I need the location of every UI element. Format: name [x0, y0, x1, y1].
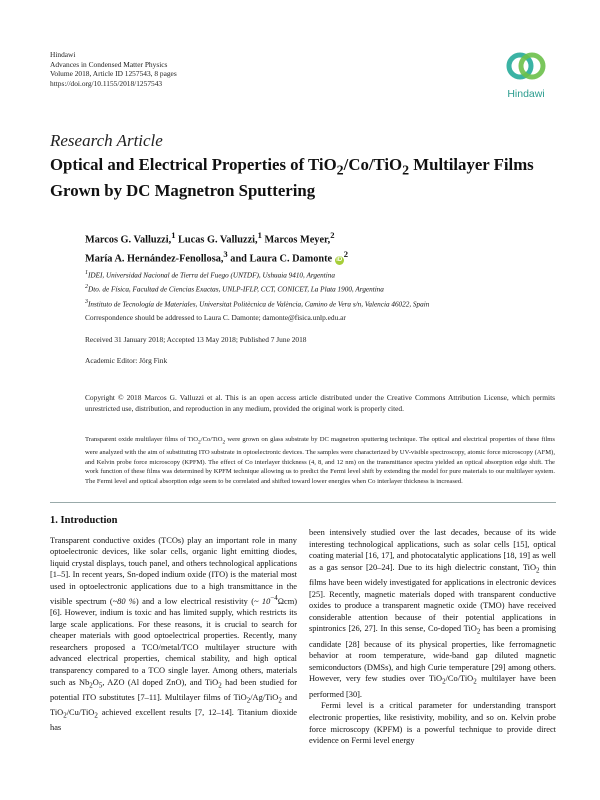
body-paragraph: Fermi level is a critical parameter for understanding transport electronic properties, like resistivity, mobility, and so on. Kelvin probe force microscopy (KPFM) is a powerful technique to provide direct evidence on Fermi level energy: [309, 701, 556, 746]
author-list: Marcos G. Valluzzi,$^1$ Lucas G. Valluzzi,$^1$ Marcos Meyer,$^2$ María A. Hernández-Fenollosa,$^3$ and Laura C. Damonte $iD^2$: [85, 230, 349, 265]
affiliations: [85, 267, 555, 310]
publication-dates: Received 31 January 2018; Accepted 13 May 2018; Published 7 June 2018: [85, 335, 307, 344]
copyright-notice: Copyright © 2018 Marcos G. Valluzzi et al. This is an open access article distributed under the Creative Commons Attribution License, which permits unrestricted use, distribution, and reproduction in any medium, provided the original work is properly cited.: [85, 393, 555, 413]
author-name[interactable]: and Laura C. Damonte: [227, 253, 333, 265]
section-divider: [50, 502, 556, 503]
author-name[interactable]: Marcos Meyer,: [261, 234, 331, 246]
logo-text: Hindawi: [507, 88, 545, 100]
author-name[interactable]: María A. Hernández-Fenollosa,: [85, 253, 224, 265]
hindawi-rings-logo-icon: [503, 46, 549, 86]
abstract: Transparent oxide multilayer films of TiO$_2$/Co/TiO$_2$ were grown on glass substrate by DC magnetron sputtering technique. The optical and electrical properties of these films were analyzed with the aim of substituting ITO substrate in optoelectronic devices. The samples were characterized by UV-visible spectroscopy, atomic force microscopy (AFM), and Kelvin probe force microscopy (KPFM). The effect of Co interlayer thickness (4, 8, and 12 nm) on the transmittance spectra yielded an optical absorption edge shift. The work function of these films was determined by KPFM technique allowing us to predict the Fermi level shift by extending the model for pure materials to our multilayer system. The Fermi level and optical absorption edge seem to be correlated and shifted toward lower energies when Co interlayer thickness is increased.: [85, 436, 555, 486]
orcid-icon[interactable]: iD: [336, 256, 343, 263]
article-title: Optical and Electrical Properties of TiO$_2$/Co/TiO$_2$ Multilayer Films Grown by DC Magnetron Sputtering: [50, 155, 534, 201]
journal-name: Advances in Condensed Matter Physics: [50, 59, 168, 69]
academic-editor: Academic Editor: Jörg Fink: [85, 356, 168, 365]
affiliation-item: $^3$Instituto de Tecnología de Materiales, Universitat Politècnica de València, Camino de Vera s/n, Valencia 46022, Spain: [85, 298, 430, 309]
article-type: Research Article: [50, 131, 163, 150]
body-paragraph: Transparent conductive oxides (TCOs) play an important role in many optoelectronic devices, like solar cells, organic light emitting diodes, liquid crystal displays, touch panel, and others technological applications [1–5]. In recent years, Sn-doped indium oxide (ITO) is the material most used in optoelectronic applications due to a high transmittance in the visible spectrum (~80 %) and a low electrical resistivity (~ $10^{-4}\Omega cm$) [6]. However, indium is toxic and has limited supply, which restricts its large scale applications. For these reasons, it is crucial to search for cheaper materials with good optoelectrical properties. Recently, many researchers proposed a TCO/metal/TCO multilayer structure with advanced electrical properties, chemical stability, and high optical transparency compared to a TCO single layer. Among others, materials such as $Nb_2O_5$, AZO (Al doped ZnO), and TiO$_2$ had been studied for potential ITO substitutes [7–11]. Multilayer films of TiO$_2$/Ag/TiO$_2$ and TiO$_2$/Cu/TiO$_2$ achieved excellent results [7, 12–14]. Titanium dioxide has: [50, 535, 298, 733]
correspondence: Correspondence should be addressed to Laura C. Damonte; damonte@fisica.unlp.edu.ar: [85, 313, 346, 322]
affiliation-item: $^2$Dto. de Física, Facultad de Ciencias Exactas, UNLP-IFLP, CCT, CONICET, La Plata 1900, Argentina: [85, 284, 384, 294]
affiliation-item: $^1$IDEI, Universidad Nacional de Tierra del Fuego (UNTDF), Ushuaia 9410, Argentina: [85, 270, 335, 280]
body-column-left: [50, 515, 297, 734]
journal-publisher: Hindawi: [50, 50, 76, 59]
publisher-logo[interactable]: [496, 46, 556, 110]
author-name[interactable]: Lucas G. Valluzzi,: [175, 234, 258, 246]
author-name[interactable]: Marcos G. Valluzzi,: [85, 234, 172, 246]
journal-doi[interactable]: https://doi.org/10.1155/2018/1257543: [50, 78, 163, 88]
journal-volume: Volume 2018, Article ID 1257543, 8 pages: [50, 69, 177, 79]
body-column-right: [309, 527, 556, 747]
body-paragraph: been intensively studied over the last decades, because of its wide interesting technological applications, such as solar cells [15], optical coating material [16, 17], and photocatalytic applications [18, 19] as well as a gas sensor [20–24]. Due to its high dielectric constant, TiO$_2$ thin films have been widely investigated for applications in electronic devices [25]. Recently, magnetic materials doped with transparent conductive oxides to produce a transparent magnetic oxide (TMO) have received considerable attention because of their potential applications in spintronics [26, 27]. In this sense, Co-doped TiO$_2$ has been a promising candidate [28] because of its physical properties, like ferromagnetic behavior at room temperature, wide-band gap diluted magnetic semiconductors (DMSs), and high Curie temperature [29] among others. However, very few studies over TiO$_2$/Co/TiO$_2$ multilayer have been performed [30].: [309, 528, 557, 699]
journal-info: [50, 50, 177, 88]
section-heading: 1. Introduction: [50, 515, 118, 526]
